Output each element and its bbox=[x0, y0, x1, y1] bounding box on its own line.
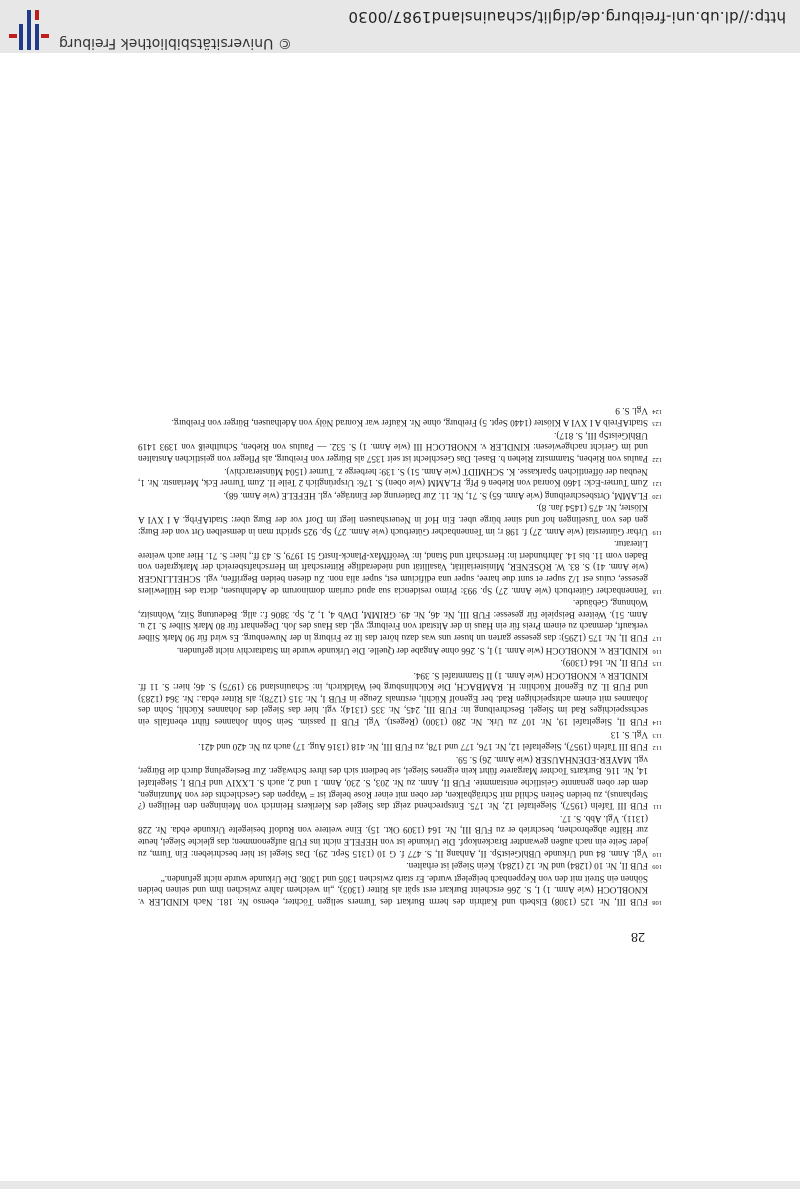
footnote-text: FUB II, Nr. 10 (1284) und Nr. 12 (1284). Kein Siegel ist erhalten. bbox=[406, 861, 648, 872]
footnote-text: Vgl. S. 13 bbox=[610, 729, 648, 740]
bottom-strip bbox=[0, 1181, 800, 1189]
footnote-text: Vgl. Anm. 84 und Urkunde UBhlGeistSp. II, Anhang II, S. 477 f. G 10 (1315 Sept. 29). Das Siegel ist hier beschrieben: Ein Turm, zu jeder Seite ein nach außen gewandter Brackenkopf. Die Urkunde ist von HEFELE nicht ins FUB aufgenommen; das gleiche Siegel, heute zur Hälfte abgebrochen, beschrieb er zu FUB III, Nr. 164 (1309 Okt. 15). Eine weitere von Rudolf besiegelte Urkunde ebda. Nr. 228 (1311). Vgl. Abb. S. 17. bbox=[138, 813, 648, 859]
footnote-text: Zum Turner-Eck: 1460 Konrad von Rieben 6 Pfg. FLAMM (wie oben) S. 176: Ursprünglich 2 Teile II. Zum Turner Eck, Merianstr. Nr. 1, Neubau der öffentlichen Sparkasse. K. SCHMIDT (wie Anm. 51) S. 139: herberge z. Turner (1504 Münsterarchiv). bbox=[138, 466, 648, 489]
footnote-number: 121 bbox=[652, 480, 662, 488]
footnote-text: Vgl. S. 9 bbox=[615, 405, 648, 416]
footnote bbox=[138, 502, 662, 537]
footnote bbox=[138, 872, 662, 907]
footnote bbox=[138, 812, 662, 858]
footnote bbox=[138, 753, 662, 811]
footnote-number: 108 bbox=[652, 899, 662, 906]
footnote-number: 111 bbox=[652, 803, 662, 811]
footnote bbox=[138, 741, 662, 753]
library-header bbox=[0, 0, 800, 53]
page-number: 28 bbox=[631, 929, 645, 944]
footnote-number: 110 bbox=[652, 850, 662, 858]
footnote-number: 116 bbox=[652, 647, 662, 655]
footnote-text: FUB III Tafeln (1957), Siegeltafel 12, Nr. 175. Entsprechend zeigt das Siegel des Klerikers Heinrich von Meiningen den Heiligen (?Stephanus), zu beiden Seiten Schild mit Schrägbalken, der oben mit einer Rose belegt ist = Wappen des Geschlechts der von Munzingen, dem der oben genannte Geistliche entstammte. FUB II, Anm. zu Nr. 203, S. 230, Anm. 1 und 2, auch S. LXXIV und FUB I, Siegeltafel 14, Nr. 116. Burkarts Tochter Margarete führt kein eigenes Siegel, sie bedient sich des ihrer Schwäger. Zur Besiegelung durch die Bürger, vgl. MAYER-EDENHAUSER (wie Anm. 26) S. 59. bbox=[138, 754, 648, 812]
footnote-text: Tennenbacher Güterbuch (wie Anm. 27) Sp. 993: Primo residencia sua apud curiam dominorum de Adelnhusen, dicta des Hüllewilers gesesse, cuius est 1/2 super et sunt due haree, super una edificium est, super alia non. Zu diesen beiden Begriffen, vgl. SCHELLINGER (wie Anm. 41) S. 83. W. RÖSENER, Ministerialität, Vasallität und niederadlige Ritterschaft im Herrschaftsbereich der Markgrafen von Baden vom 11. bis 14. Jahrhundert in: Herrschaft und Stand, in: VeröffMax-Planck-InstG 51 1979, S. 43 ff., hier: S. 71. Hier auch weitere Literatur. bbox=[138, 539, 648, 596]
footnote-number: 112 bbox=[652, 744, 662, 752]
footnote-text: Urbar Günterstal (wie Anm. 27) f. 198 r; im Tennenbacher Güterbuch (wie Anm. 27) Sp. 925 spricht man in demselben Ort von der Burg: gen des von Tuselingen hof und siner bürge uber. Ein Hof in Neuershausen liegt im Dorf vor der Burg uber: StadtAFrbg. A I XVI A Klöster, Nr. 475 (1454 Jan. 8). bbox=[138, 503, 648, 537]
university-logo bbox=[9, 10, 49, 50]
footnote-number: 124 bbox=[652, 407, 662, 415]
footnote bbox=[138, 429, 662, 464]
footnote-number: 109 bbox=[652, 863, 662, 871]
footnote-number: 122 bbox=[652, 456, 662, 464]
footnote-text: FUB II, Nr. 175 (1295): das gesesse garten un huser uns was dazu höret das lit ze Friburg in der Nuwenburg. Es wird für 90 Mark Silber verkauft, demnach zu einem Preis für ein Haus in der Altstadt von Freiburg; vgl. das Haus des Joh. Degenhart für 80 Mark Silber S. 12 u. Anm. 51). Weitere Beispiele für gesesse: FUB III, Nr. 46, Nr. 49. GRIMM, DWb 4, 1, 2, Sp. 3806 f.: allg. Bedeutung Sitz, Wohnsitz, Wohnung, Gebäude. bbox=[138, 598, 648, 643]
footnote bbox=[138, 860, 662, 872]
footnote bbox=[138, 489, 662, 501]
footnote-text: Paulus von Rieben, Stammsitz Riehen b. Basel. Das Geschlecht ist seit 1357 als Bürger von Freiburg, als Pfleger von geistlichen Anstalten und im Gericht nachgewiesen: KINDLER v. KNOBLOCH III (wie Anm. 1) S. 532. — Paulus von Rieben, Schultheiß von 1393 1419 UBhlGeistSp III, S. 817). bbox=[138, 430, 648, 465]
footnote bbox=[138, 538, 662, 596]
footnote-text: StadtAFreib A I XVI A Klöster (1440 Sept. 5) Freiburg, ohne Nr. Käufer war Konrad Nöly von Adelhausen, Bürger von Freiburg. bbox=[171, 418, 648, 429]
institution-label: © Universitätsbibliothek Freiburg bbox=[59, 35, 292, 51]
footnote-text: FUB III, Nr. 125 (1308) Elsbeth und Kathrin des herrn Burkart des Turners seligen Töchter, ebenso Nr. 181. Nach KINDLER v. KNOBLOCH (wie Anm. 1) I, S. 266 erscheint Burkart erst spät als Ritter (1303), „in welchem Jahre zwischen ihm und seinen beiden Söhnen ein Streit mit den von Keppenbach beigelegt wurde. Er starb zwischen 1305 und 1308. Die Urkunde wurde nicht gefunden.“ bbox=[138, 873, 648, 907]
footnote-number: 123 bbox=[652, 420, 662, 428]
footnote bbox=[138, 728, 662, 740]
footnote bbox=[138, 669, 662, 727]
footnote-text: FUB II, Nr. 164 (1309). bbox=[560, 658, 648, 669]
footnote bbox=[138, 657, 662, 669]
footnote-text: KINDLER v. KNOBLOCH (wie Anm. 1) I, S. 266 ohne Angabe der Quelle. Die Urkunde wurde im Stadtarchiv nicht gefunden. bbox=[176, 645, 648, 656]
footnote-number: 117 bbox=[652, 634, 662, 642]
footnote-number: 113 bbox=[652, 731, 662, 739]
footnote-text: FUB III Tafeln (1957), Siegeltafel 12, Nr. 176, 177 und 178, zu FUB III, Nr. 418 (1316 Aug. 17) auch zu Nr. 420 und 421. bbox=[198, 742, 648, 753]
footnote-number: 119 bbox=[652, 528, 662, 536]
footnote bbox=[138, 404, 662, 416]
footnote bbox=[138, 597, 662, 643]
footnote-text: FLAMM, Ortsbeschreibung (wie Anm. 65) S. 71, Nr. 11. Zur Datierung der Einträge, vgl. HEFELE (wie Anm. 68). bbox=[223, 490, 648, 501]
footnote-number: 118 bbox=[652, 587, 662, 595]
footnote bbox=[138, 465, 662, 488]
document-url-link[interactable]: http://dl.ub.uni-freiburg.de/diglit/schauinsland1987/0030 bbox=[348, 8, 786, 26]
footnote-number: 114 bbox=[652, 719, 662, 727]
footnote bbox=[138, 644, 662, 656]
footnotes bbox=[138, 403, 662, 907]
footnote-number: 115 bbox=[652, 660, 662, 668]
footnote bbox=[138, 417, 662, 429]
footnote-text: FUB II, Siegeltafel 19, Nr. 107 zu Urk. Nr. 280 (1300) (Regest). Vgl. FUB II passim. Sein Sohn Johannes führt ebenfalls ein sechsspeichiges Rad im Siegel. Beschreibung in: FUB III, 245, Nr. 335 (1314); vgl. hier das Siegel des Johannes Küchli, Sohn des Johannes mit einem achtspeichigen Rad. ber Egenolf Küchli, erstmals Zeuge in FUB I, Nr. 315 (1278); als Ritter ebda.: Nr. 364 (1283) und FUB II. Zu Egenolf Küchlin: H. RAMBACH, Die Küchlinsburg bei Waldkirch, in: Schauinsland 93 (1975) S. 46; hier: S. 11 ff. KINDLER v. KNOBLOCH (wie Anm. 1) II Stammtafel S. 394. bbox=[138, 670, 648, 728]
footnote-number: 120 bbox=[652, 492, 662, 500]
